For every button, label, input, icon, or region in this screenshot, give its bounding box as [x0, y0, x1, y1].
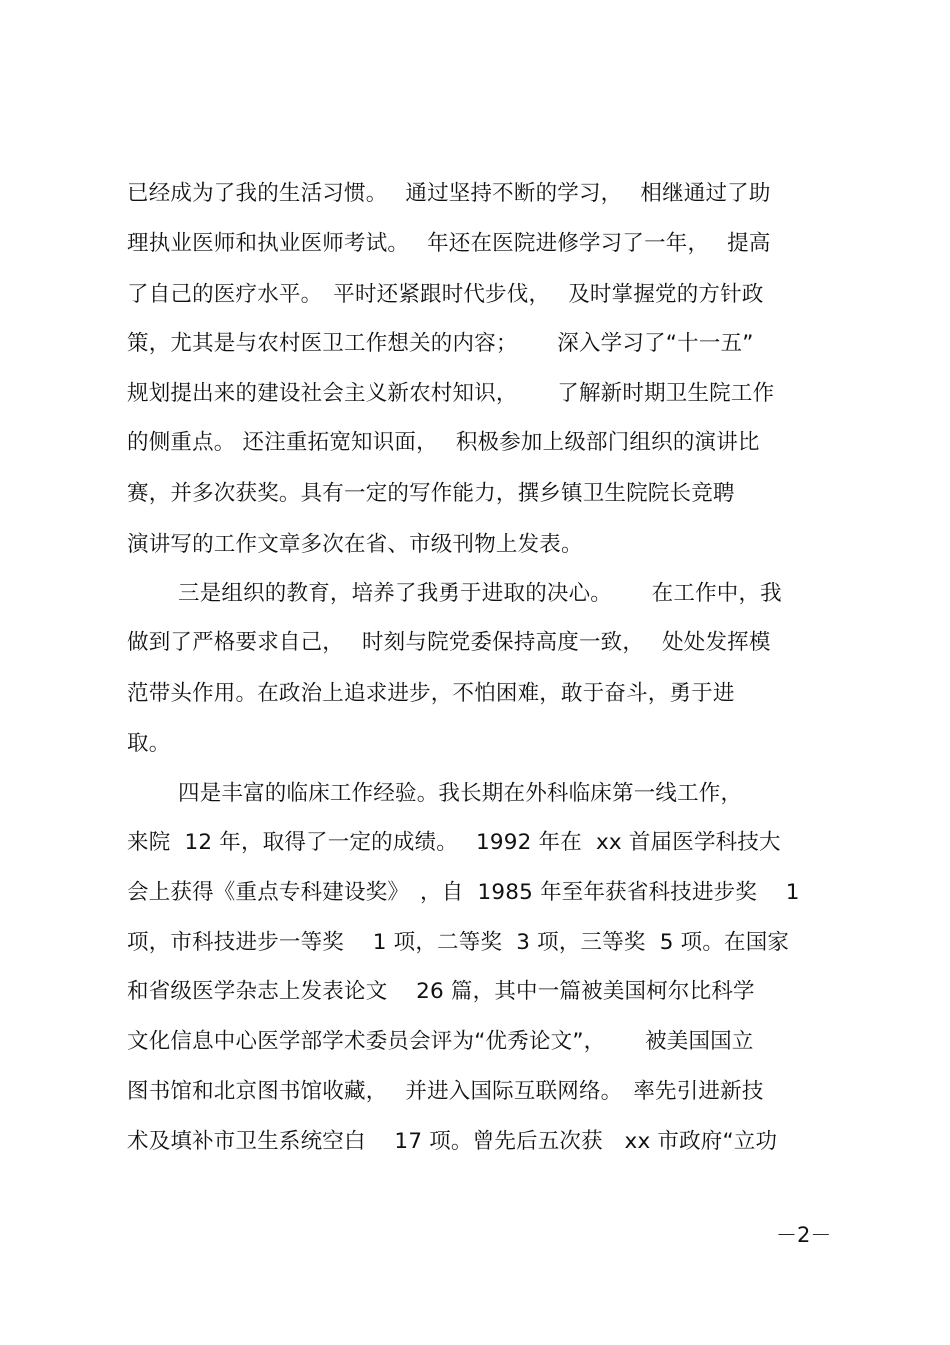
- text-line-7: 赛，并多次获奖。具有一定的写作能力，撰乡镇卫生院院长竞聘: [127, 481, 735, 506]
- text-line-14: 来院 12 年，取得了一定的成绩。 1992 年在 xx 首届医学科技大: [127, 830, 781, 855]
- text-line-1: 已经成为了我的生活习惯。 通过坚持不断的学习， 相继通过了助: [127, 181, 771, 206]
- text-line-20: 术及填补市卫生系统空白 17 项。曾先后五次获 xx 市政府“立功: [127, 1129, 778, 1154]
- text-line-15: 会上获得《重点专科建设奖》 ，自 1985 年至年获省科技进步奖 1: [127, 880, 800, 905]
- text-line-9: 三是组织的教育，培养了我勇于进取的决心。 在工作中，我: [178, 581, 782, 606]
- text-line-16: 项，市科技进步一等奖 1 项，二等奖 3 项，三等奖 5 项。在国家: [127, 930, 790, 955]
- text-line-13: 四是丰富的临床工作经验。我长期在外科临床第一线工作，: [178, 781, 743, 806]
- text-line-11: 范带头作用。在政治上追求进步，不怕困难，敢于奋斗，勇于进: [127, 681, 735, 706]
- text-line-12: 取。: [127, 731, 171, 756]
- text-line-8: 演讲写的工作文章多次在省、市级刊物上发表。: [127, 532, 583, 557]
- text-line-10: 做到了严格要求自己， 时刻与院党委保持高度一致， 处处发挥模: [127, 630, 771, 655]
- text-line-2: 理执业医师和执业医师考试。 年还在医院进修学习了一年， 提高: [127, 231, 771, 256]
- page-number: －2－: [776, 1223, 832, 1247]
- text-line-5: 规划提出来的建设社会主义新农村知识， 了解新时期卫生院工作: [127, 381, 775, 406]
- text-line-17: 和省级医学杂志上发表论文 26 篇，其中一篇被美国柯尔比科学: [127, 979, 755, 1004]
- text-line-6: 的侧重点。 还注重拓宽知识面， 积极参加上级部门组织的演讲比: [127, 430, 760, 455]
- text-line-18: 文化信息中心医学部学术委员会评为“优秀论文”， 被美国国立: [127, 1029, 754, 1054]
- text-line-3: 了自己的医疗水平。 平时还紧跟时代步伐， 及时掌握党的方针政: [127, 282, 764, 307]
- text-line-19: 图书馆和北京图书馆收藏， 并进入国际互联网络。 率先引进新技: [127, 1079, 764, 1104]
- text-line-4: 策，尤其是与农村医卫工作想关的内容； 深入学习了“十一五”: [127, 331, 754, 356]
